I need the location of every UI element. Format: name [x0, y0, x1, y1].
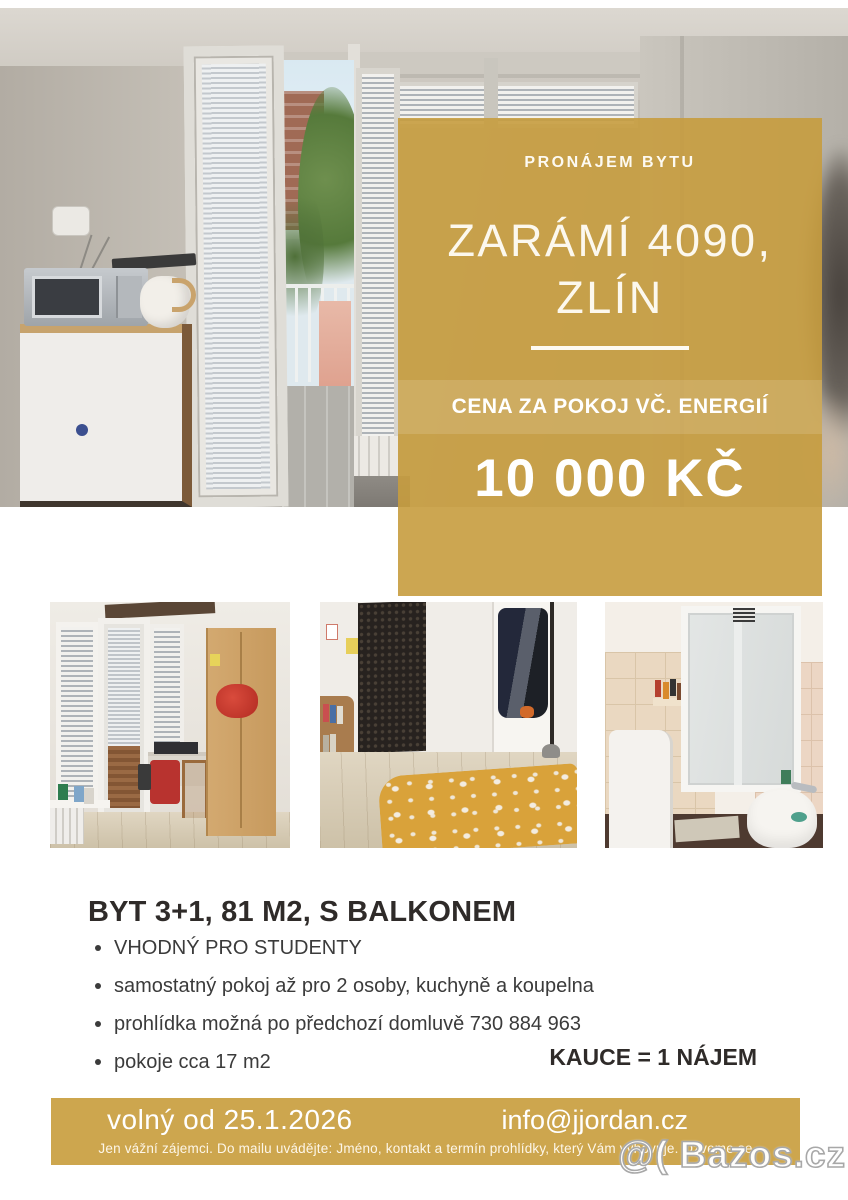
- green-cup: [781, 770, 791, 784]
- footer-row: [51, 1098, 800, 1136]
- feature-text: pokoje cca 17 m2: [114, 1051, 271, 1073]
- wardrobe-door-seam: [240, 632, 242, 828]
- price-overlay-panel: [398, 118, 822, 596]
- listing-title-line1: ZARÁMÍ 4090,: [447, 215, 773, 266]
- window-sill-items: [58, 784, 68, 800]
- door-glass-blinds: [202, 64, 270, 490]
- room-photo-bed: [320, 602, 577, 848]
- listing-heading: BYT 3+1, 81 M2, S BALKONEM: [88, 896, 517, 929]
- trash-bin: [138, 764, 151, 790]
- divider-line: [531, 346, 689, 350]
- shower-cabin: [681, 606, 801, 792]
- deposit-note: KAUCE = 1 NÁJEM: [549, 1044, 757, 1070]
- floral-duvet-bed: [377, 763, 577, 848]
- price-label: CENA ZA POKOJ VČ. ENERGIÍ: [451, 395, 769, 418]
- red-chair: [150, 760, 180, 804]
- toiletry-bottles: [655, 680, 661, 697]
- red-wall-decor: [216, 684, 258, 718]
- listing-title-line2: ZLÍN: [556, 272, 664, 323]
- door-glass-blinds: [108, 628, 140, 748]
- acoustic-foam-panel: [358, 602, 426, 753]
- radiator: [50, 808, 84, 844]
- feature-text: prohlídka možná po předchozí domluvě 730 884 963: [114, 1013, 581, 1035]
- list-item: [95, 936, 594, 960]
- microwave-door: [32, 276, 102, 318]
- list-item: [95, 1012, 594, 1036]
- price-value: 10 000 KČ: [474, 449, 746, 508]
- contact-email: info@jjordan.cz: [501, 1105, 688, 1135]
- washing-machine: [609, 730, 673, 848]
- bullet-dot: [95, 1021, 101, 1027]
- bath-mat: [674, 816, 739, 842]
- balcony-doorway-view: [282, 60, 354, 507]
- shower-sliding-door: [734, 613, 742, 785]
- price-label-band: [398, 380, 822, 434]
- balcony-floor-tiles: [282, 386, 354, 507]
- wall-posters: [326, 624, 338, 640]
- list-item: [95, 974, 594, 998]
- microwave-control-panel: [116, 276, 142, 318]
- window-sill: [50, 800, 110, 808]
- books: [323, 704, 329, 722]
- desk-items: [154, 742, 198, 754]
- hanging-coats: [498, 608, 548, 718]
- feature-list: [95, 936, 594, 1088]
- bullet-dot: [95, 1059, 101, 1065]
- room-window-blinds: [56, 622, 98, 802]
- cabinet-knob: [76, 424, 88, 436]
- cat: [542, 744, 560, 758]
- wardrobe-sticker: [210, 654, 220, 666]
- kitchen-cabinet: [20, 324, 192, 507]
- balcony-view: [108, 746, 140, 808]
- feature-text: VHODNÝ PRO STUDENTY: [114, 937, 362, 959]
- orange-cloth: [520, 706, 534, 718]
- listing-title: [447, 212, 772, 326]
- power-socket: [52, 206, 90, 236]
- feature-text: samostatný pokoj až pro 2 osoby, kuchyně a koupelna: [114, 975, 594, 997]
- room-window-blinds: [150, 624, 184, 754]
- bullet-dot: [95, 983, 101, 989]
- footer-note: Jen vážní zájemci. Do mailu uvádějte: Jméno, kontakt a termín prohlídky, který Vám vyhovuje. Ozveme se: [98, 1141, 753, 1156]
- bullet-dot: [95, 945, 101, 951]
- room-photo-wardrobe: [50, 602, 290, 848]
- window-blinds-right: [356, 68, 400, 448]
- list-item: [95, 1050, 594, 1074]
- vent-grille: [733, 608, 755, 622]
- kicker-label: PRONÁJEM BYTU: [524, 154, 696, 171]
- open-balcony-door: [184, 45, 289, 507]
- availability-date: volný od 25.1.2026: [107, 1104, 353, 1135]
- soap-dish: [791, 812, 807, 822]
- bazos-watermark: @( Bazos.cz: [617, 1134, 846, 1175]
- wooden-chair: [182, 760, 208, 818]
- bathroom-photo: [605, 602, 823, 848]
